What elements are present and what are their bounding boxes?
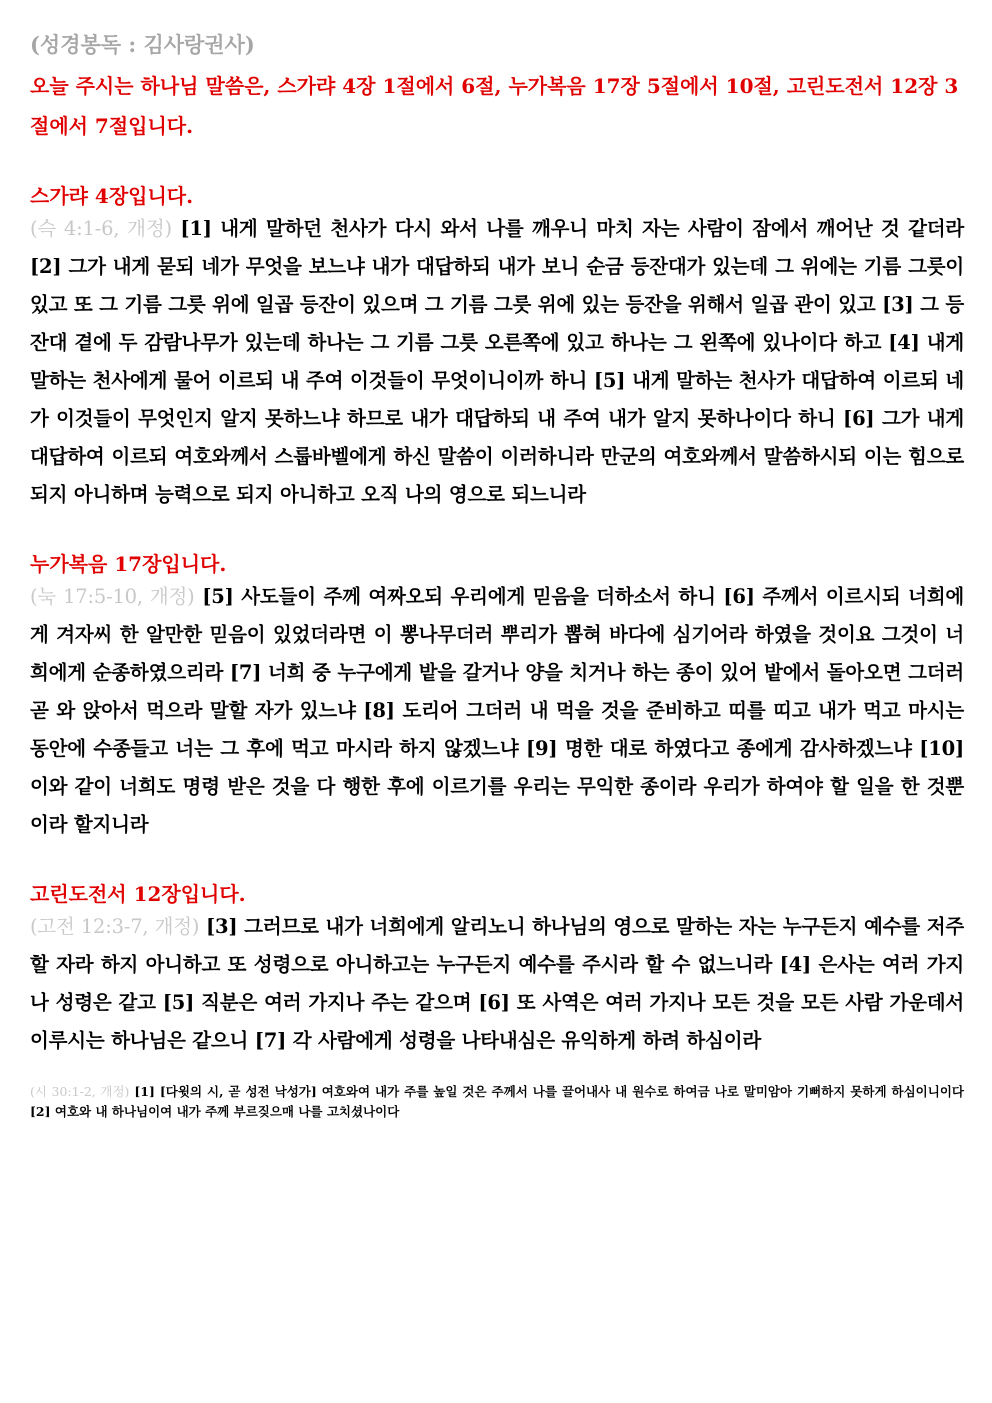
scripture-text: [1] 내게 말하던 천사가 다시 와서 나를 깨우니 마치 자는 사람이 잠에서 깨어난 것 같더라 [2] 그가 내게 묻되 네가 무엇을 보느냐 내가 대답하되 내가 보니 순금 등잔대가 있는데 그 위에는 기름 그릇이 있고 또 그 기름 그릇 위에 일곱 등잔이 있으며 그 기름 그릇 위에 있는 등잔을 위해서 일곱 관이 있고 [3] 그 등잔대 곁에 두 감람나무가 있는데 하나는 그 기름 그릇 오른쪽에 있고 하나는 그 왼쪽에 있나이다 하고 [4] 내게 말하는 천사에게 물어 이르되 내 주여 이것들이 무엇이니이까 하니 [5] 내게 말하는 천사가 대답하여 이르되 네가 이것들이 무엇인지 알지 못하느냐 하므로 내가 대답하되 내 주여 내가 알지 못하나이다 하니 [6] 그가 내게 대답하여 이르되 여호와께서 스룹바벨에게 하신 말씀이 이러하니라 만군의 여호와께서 말씀하시되 이는 힘으로 되지 아니하며 능력으로 되지 아니하고 오직 나의 영으로 되느니라 [30, 217, 965, 506]
scripture-reference: (슥 4:1-6, 개정) [30, 217, 172, 240]
scripture-passage [30, 578, 964, 844]
scripture-reference: (고전 12:3-7, 개정) [30, 915, 200, 938]
scripture-reference: (눅 17:5-10, 개정) [30, 585, 195, 608]
scripture-section-zechariah [30, 182, 964, 514]
footnote-text: [1] [다윗의 시, 곧 성전 낙성가] 여호와여 내가 주를 높일 것은 주께서 나를 끌어내사 내 원수로 하여금 나로 말미암아 기뻐하지 못하게 하심이니이다 [2] 여호와 내 하나님이여 내가 주께 부르짖으매 나를 고치셨나이다 [30, 1084, 964, 1119]
scripture-passage [30, 908, 964, 1060]
footnote-reference: (시 30:1-2, 개정) [30, 1084, 130, 1099]
psalm-footnote [30, 1082, 964, 1122]
scripture-text: [3] 그러므로 내가 너희에게 알리노니 하나님의 영으로 말하는 자는 누구든지 예수를 저주할 자라 하지 아니하고 또 성령으로 아니하고는 누구든지 예수를 주시라 할 수 없느니라 [4] 은사는 여러 가지나 성령은 같고 [5] 직분은 여러 가지나 주는 같으며 [6] 또 사역은 여러 가지나 모든 것을 모든 사람 가운데서 이루시는 하나님은 같으니 [7] 각 사람에게 성령을 나타내심은 유익하게 하려 하심이라 [30, 915, 964, 1052]
scripture-passage [30, 210, 964, 514]
scripture-section-corinthians [30, 880, 964, 1060]
section-title: 스가랴 4장입니다. [30, 184, 194, 208]
section-title: 고린도전서 12장입니다. [30, 882, 246, 906]
intro-text: 오늘 주시는 하나님 말씀은, 스가랴 4장 1절에서 6절, 누가복음 17장 5절에서 10절, 고린도전서 12장 3절에서 7절입니다. [30, 74, 959, 138]
scripture-section-luke [30, 550, 964, 844]
section-title: 누가복음 17장입니다. [30, 552, 227, 576]
reader-label: (성경봉독 : 김사랑권사) [30, 32, 255, 57]
scripture-text: [5] 사도들이 주께 여짜오되 우리에게 믿음을 더하소서 하니 [6] 주께서 이르시되 너희에게 겨자씨 한 알만한 믿음이 있었더라면 이 뽕나무더러 뿌리가 뽑혀 바다에 심기어라 하였을 것이요 그것이 너희에게 순종하였으리라 [7] 너희 중 누구에게 밭을 갈거나 양을 치거나 하는 종이 있어 밭에서 돌아오면 그더러 곧 와 앉아서 먹으라 말할 자가 있느냐 [8] 도리어 그더러 내 먹을 것을 준비하고 띠를 띠고 내가 먹고 마시는 동안에 수종들고 너는 그 후에 먹고 마시라 하지 않겠느냐 [9] 명한 대로 하였다고 종에게 감사하겠느냐 [10] 이와 같이 너희도 명령 받은 것을 다 행한 후에 이르기를 우리는 무익한 종이라 우리가 하여야 할 일을 한 것뿐이라 할지니라 [30, 585, 965, 836]
